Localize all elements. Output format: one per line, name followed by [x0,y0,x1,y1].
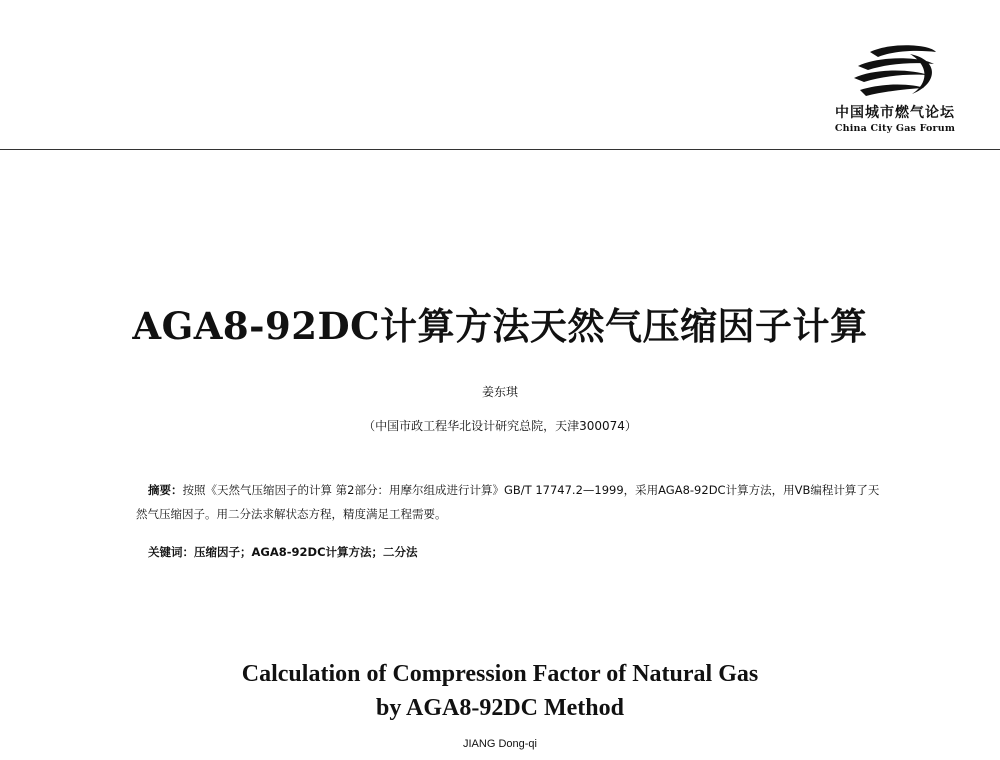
keywords-line [148,540,880,564]
logo-chinese-name: 中国城市燃气论坛 [835,105,955,121]
abstract-paragraph [136,478,880,526]
keywords-label: 关键词： [148,545,194,559]
stylized-double-e-icon [850,44,940,96]
paper-title-chinese: AGA8-92DC计算方法天然气压缩因子计算 [132,304,868,348]
author-english: JIANG Dong-qi [463,738,537,750]
paper-title-english [0,657,1000,725]
title-english-line-2: by AGA8-92DC Method [375,695,624,721]
keywords-text: 压缩因子；AGA8-92DC计算方法；二分法 [194,545,418,559]
forum-logo [820,44,970,144]
title-english-line-1: Calculation of Compression Factor of Natural Gas [241,661,759,687]
author-chinese: 姜东琪 [481,385,518,399]
header-divider [0,149,1000,150]
abstract-label: 摘要： [148,483,183,497]
affiliation-chinese: （中国市政工程华北设计研究总院，天津300074） [363,419,637,433]
abstract-text: 按照《天然气压缩因子的计算 第2部分：用摩尔组成进行计算》GB/T 17747.2—1999，采用AGA8-92DC计算方法，用VB编程计算了天然气压缩因子。用二分法求解状态方程，精度满足工程需要。 [136,483,880,521]
logo-english-name: China City Gas Forum [834,123,956,134]
